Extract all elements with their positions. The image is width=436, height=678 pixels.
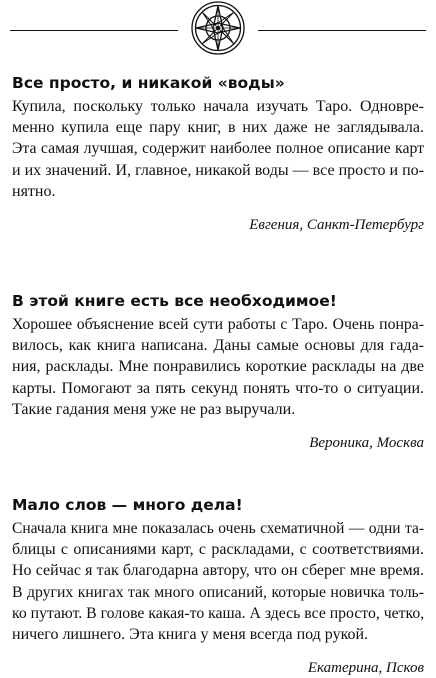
review-1 [12,72,424,235]
review-line: ко путают. В голове какая-то каша. А здесь все просто, четко, [12,604,425,622]
review-title: В этой книге есть все необходимое! [12,292,337,310]
review-line: ния, расклады. Мне понравились короткие расклады на две [12,358,424,376]
review-line: блицы с описаниями карт, с раскладами, с соответствиями. [12,541,424,559]
review-line: Но сейчас я так благодарна автору, что он сберег мне время. [12,562,424,580]
page-header [0,0,436,64]
review-line: нятно. [12,182,56,200]
review-3 [12,494,424,678]
header-rule-left [10,30,178,31]
review-title: Мало слов — много дела! [12,496,243,514]
review-line: Хорошее объяснение всей сути работы с Таро. Очень понра- [12,316,424,333]
review-author: Екатерина, Псков [307,660,424,677]
review-author: Евгения, Санкт-Петербург [249,217,424,234]
review-line: карты. Помогают за пять секунд понять что-то о ситуации. [12,379,424,397]
review-line: Такие гадания меня уже не раз выручали. [12,400,296,418]
header-rule-right [258,30,426,31]
review-title: Все просто, и никакой «воды» [12,74,285,92]
review-line: Сначала книга мне показалась очень схематичной — одни та- [12,520,424,537]
review-line: и их значений. И, главное, никакой воды — все просто и по- [12,161,424,179]
review-text [12,518,424,645]
review-text [12,96,424,202]
review-line: Купила, поскольку только начала изучать Таро. Одновре- [12,98,424,115]
review-line: менно купила еще пару книг, в них даже не заглядывала. [12,119,424,137]
review-line: В других книгах так много описаний, которые новичка толь- [12,583,424,601]
review-line: вилось, как книга написана. Даны самые основы для гада- [12,337,424,355]
review-line: Эта самая лучшая, содержит наиболее полное описание карт [12,140,424,158]
compass-rose-icon [178,0,258,62]
review-text [12,314,424,420]
review-2 [12,290,424,453]
review-author: Вероника, Москва [309,435,424,452]
review-line: ничего лишнего. Эта книга у меня всегда под рукой. [12,626,369,644]
